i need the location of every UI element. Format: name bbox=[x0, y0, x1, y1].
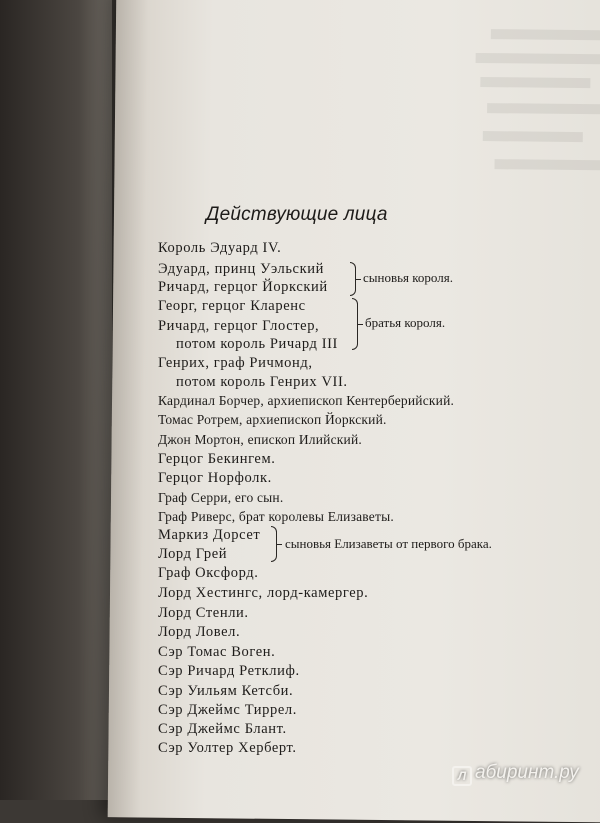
cast-line: Лорд Ловел. bbox=[158, 624, 241, 640]
brace-note-elizabeth-sons: сыновья Елизаветы от первого брака. bbox=[285, 536, 492, 551]
brace-brothers bbox=[352, 298, 358, 350]
cast-line: Ричард, герцог Йоркский bbox=[158, 279, 328, 295]
cast-line: Герцог Бекингем. bbox=[158, 451, 276, 467]
cast-line: Сэр Ричард Ретклиф. bbox=[158, 663, 300, 679]
cast-line: Эдуард, принц Уэльский bbox=[158, 261, 324, 277]
cast-line: Герцог Норфолк. bbox=[158, 470, 272, 486]
cast-line: Сэр Уолтер Херберт. bbox=[158, 740, 297, 756]
cast-line: Король Эдуард IV. bbox=[158, 240, 282, 256]
cast-line: Граф Оксфорд. bbox=[158, 565, 259, 581]
brace-elizabeth-sons bbox=[271, 526, 277, 562]
cast-line: Сэр Джеймс Блант. bbox=[158, 721, 287, 737]
cast-line: Лорд Хестингс, лорд-камергер. bbox=[158, 585, 369, 601]
labirint-logo-icon: Л bbox=[452, 766, 472, 786]
cast-line: Георг, герцог Кларенс bbox=[158, 298, 306, 314]
cast-line: Джон Мортон, епископ Илийский. bbox=[158, 432, 362, 447]
cast-line: Сэр Уильям Кетсби. bbox=[158, 683, 294, 699]
cast-line: Ричард, герцог Глостер, bbox=[158, 318, 320, 334]
cast-line: Лорд Стенли. bbox=[158, 605, 249, 621]
cast-line: Лорд Грей bbox=[158, 546, 228, 562]
cast-line: Томас Ротрем, архиепископ Йоркский. bbox=[158, 412, 387, 427]
brace-note-brothers: братья короля. bbox=[365, 315, 446, 330]
cast-line: потом король Ричард III bbox=[176, 336, 338, 352]
page-title: Действующие лица bbox=[206, 204, 388, 225]
cast-line: Граф Риверс, брат королевы Елизаветы. bbox=[158, 509, 394, 524]
cast-line: Граф Серри, его сын. bbox=[158, 490, 284, 505]
cast-line: потом король Генрих VII. bbox=[176, 374, 348, 390]
cast-line: Генрих, граф Ричмонд, bbox=[158, 355, 313, 371]
cast-line: Сэр Джеймс Тиррел. bbox=[158, 702, 297, 718]
cast-line: Кардинал Борчер, архиепископ Кентерберийский. bbox=[158, 393, 455, 408]
cast-line: Маркиз Дорсет bbox=[158, 527, 261, 543]
brace-note-sons: сыновья короля. bbox=[363, 270, 453, 285]
watermark-logo bbox=[452, 762, 579, 786]
brace-sons bbox=[350, 262, 356, 296]
watermark-text: абиринт.ру bbox=[475, 762, 579, 783]
cast-line: Сэр Томас Воген. bbox=[158, 644, 276, 660]
